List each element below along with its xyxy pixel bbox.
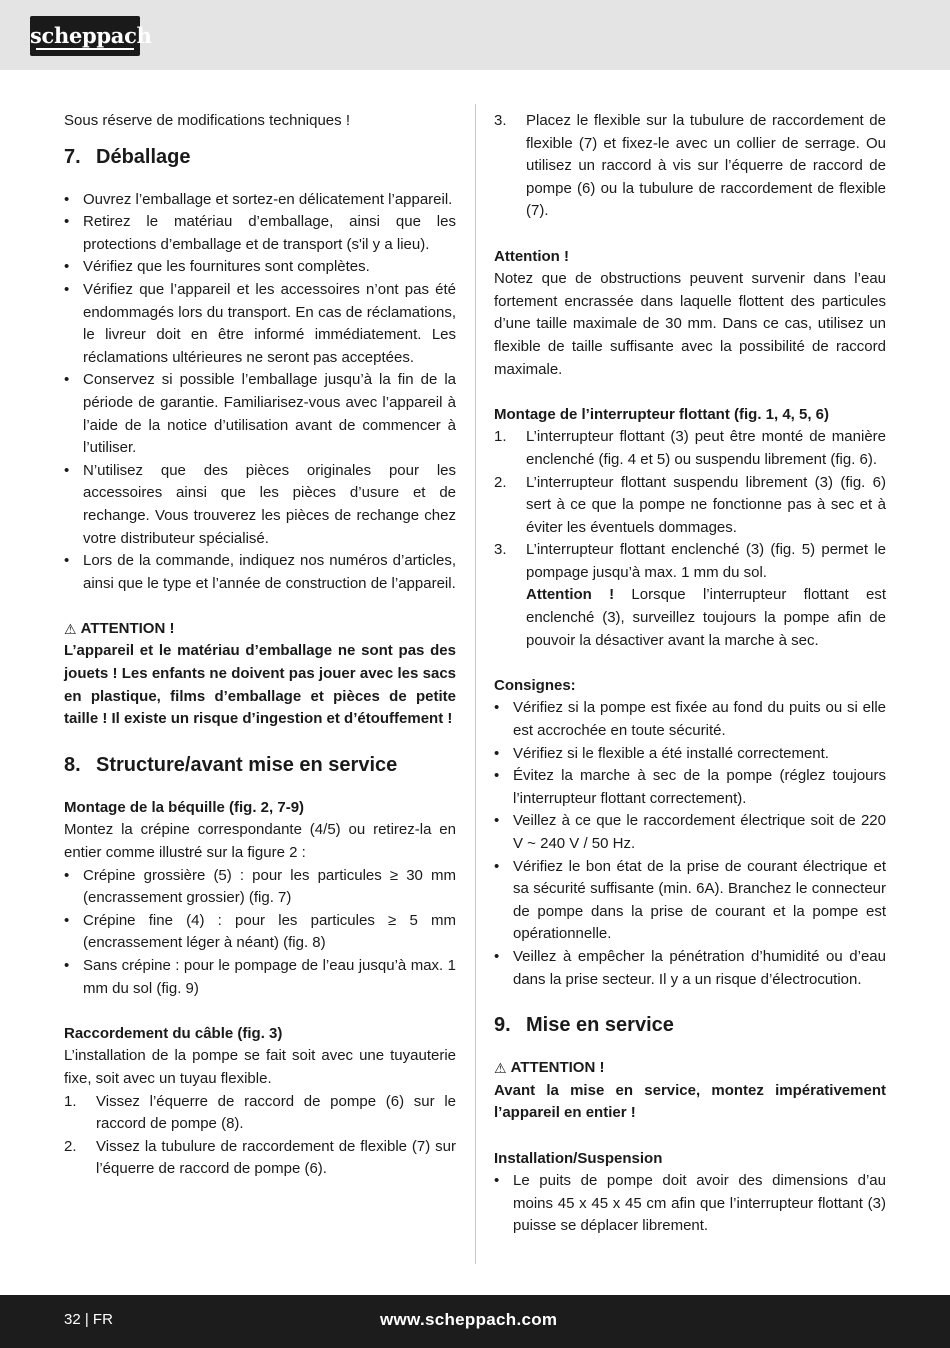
- header-bar: [0, 0, 950, 70]
- section-9-number: 9.: [494, 1014, 511, 1037]
- step-text: Vissez l’équerre de raccord de pompe (6) sur le raccord de pompe (8).: [96, 1092, 456, 1133]
- flottant-title: Montage de l’interrupteur flottant (fig. 1, 4, 5, 6): [494, 405, 830, 423]
- list-item: • Vérifiez que les fournitures sont complètes.: [64, 256, 456, 279]
- list-item: • Le puits de pompe doit avoir des dimensions d’au moins 45 x 45 x 45 cm afin que l’interrupteur flottant (3) puisse se déplacer librement.: [494, 1170, 886, 1238]
- section-7-number: 7.: [64, 145, 81, 168]
- left-column: [64, 110, 456, 1181]
- right-column: [494, 110, 886, 1238]
- install-title: Installation/Suspension: [494, 1149, 663, 1167]
- step-item: [494, 110, 886, 223]
- step-note: [494, 584, 886, 652]
- step-text: Vissez la tubulure de raccordement de flexible (7) sur l’équerre de raccord de pompe (6).: [96, 1137, 456, 1178]
- consignes-list: [494, 697, 886, 991]
- attention-label: Attention !: [494, 247, 569, 265]
- unpacking-list: [64, 189, 456, 596]
- page-number: 32 | FR: [64, 1311, 113, 1328]
- step-item: [494, 426, 886, 471]
- note-label: Attention !: [526, 586, 615, 604]
- bequille-text: Montez la crépine correspondante (4/5) ou retirez-la en entier comme illustré sur la figure 2 :: [64, 821, 456, 862]
- list-item: • Vérifiez si le flexible a été installé correctement.: [494, 743, 886, 766]
- flottant-steps: [494, 426, 886, 652]
- website-link[interactable]: www.scheppach.com: [380, 1310, 558, 1329]
- warning-triangle-icon: ⚠: [64, 620, 77, 637]
- section-9-heading: [494, 1011, 886, 1039]
- list-item: • Crépine grossière (5) : pour les particules ≥ 30 mm (encrassement grossier) (fig. 7): [64, 865, 456, 910]
- list-item: • Lors de la commande, indiquez nos numéros d’articles, ainsi que le type et l’année de construction de l’appareil.: [64, 550, 456, 595]
- cable-steps: [64, 1091, 456, 1181]
- section-8-number: 8.: [64, 753, 81, 776]
- step-text: L’interrupteur flottant (3) peut être monté de manière enclenché (fig. 4 et 5) ou suspendu librement (fig. 6).: [526, 428, 886, 468]
- section-7-title: Déballage: [96, 145, 191, 168]
- step-number: 1.: [64, 1092, 77, 1110]
- list-item: • Ouvrez l’emballage et sortez-en délicatement l’appareil.: [64, 189, 456, 212]
- section-8-title: Structure/avant mise en service: [96, 753, 398, 776]
- step-number: 2.: [64, 1137, 77, 1155]
- step-item: [494, 539, 886, 584]
- warning-label: ATTENTION !: [510, 1059, 605, 1077]
- step-item: [64, 1136, 456, 1181]
- attention-text: Notez que de obstructions peuvent survenir dans l’eau fortement encrassée dans laquelle flottent des particules d’une taille maximale de 30 mm. Dans ce cas, utilisez un flexible de taille suffisante avec la possibilité de raccord maximale.: [494, 270, 886, 378]
- warning-label: ATTENTION !: [80, 619, 175, 637]
- step-number: 3.: [494, 112, 507, 129]
- list-item: • Conservez si possible l’emballage jusqu’à la fin de la période de garantie. Familiarisez-vous avec l’appareil à l’aide de la notice d’utilisation avant de commencer à l’utiliser.: [64, 369, 456, 459]
- warning-text: Avant la mise en service, montez impérativement l’appareil en entier !: [494, 1081, 886, 1122]
- list-item: • N’utilisez que des pièces originales pour les accessoires ainsi que les pièces d’usure et de rechange. Vous trouverez les pièces de rechange chez votre distributeur spécialisé.: [64, 460, 456, 550]
- scheppach-logo: [30, 16, 152, 56]
- list-item: • Crépine fine (4) : pour les particules ≥ 5 mm (encrassement léger à néant) (fig. 8): [64, 910, 456, 955]
- list-item: • Évitez la marche à sec de la pompe (réglez toujours l’interrupteur flottant correctement).: [494, 765, 886, 810]
- cable-text: L’installation de la pompe se fait soit avec une tuyauterie fixe, soit avec un tuyau flexible.: [64, 1047, 456, 1087]
- list-item: • Veillez à ce que le raccordement électrique soit de 220 V ~ 240 V / 50 Hz.: [494, 810, 886, 855]
- list-item: • Sans crépine : pour le pompage de l’eau jusqu’à max. 1 mm du sol (fig. 9): [64, 955, 456, 1000]
- step-number: 2.: [494, 473, 507, 491]
- bequille-title: Montage de la béquille (fig. 2, 7-9): [64, 798, 305, 816]
- section-9-title: Mise en service: [526, 1014, 674, 1037]
- warning-text: L’appareil et le matériau d’emballage ne sont pas des jouets ! Les enfants ne doivent pas jouer avec les sacs en plastique, films d’emballage et pièces de petite taille ! Il existe un risque d’ingestion et d’étouffement !: [64, 642, 456, 728]
- cable-title: Raccordement du câble (fig. 3): [64, 1024, 283, 1042]
- bequille-list: [64, 865, 456, 1001]
- footer-bar: [0, 1295, 950, 1348]
- step-number: 1.: [494, 428, 507, 446]
- list-item: • Veillez à empêcher la pénétration d’humidité ou d’eau dans la prise secteur. Il y a un risque d’électrocution.: [494, 946, 886, 991]
- cable-steps-continued: [494, 110, 886, 223]
- step-text: Placez le flexible sur la tubulure de raccordement de flexible (7) et fixez-le avec un collier de serrage. Ou utilisez un raccord à vis sur l’équerre de raccord de pompe (6) ou la tubulure de raccordement de flexible (7).: [526, 112, 886, 220]
- warning-heading: [64, 618, 456, 641]
- list-item: • Vérifiez si la pompe est fixée au fond du puits ou si elle est accrochée en toute sécurité.: [494, 697, 886, 742]
- list-item: • Vérifiez que l’appareil et les accessoires n’ont pas été endommagés lors du transport. En cas de réclamations, le livreur doit en être informé immédiatement. Les réclamations ultérieures ne seront pas acceptées.: [64, 279, 456, 369]
- logo-underline: [36, 48, 134, 50]
- column-divider: [475, 104, 476, 1264]
- step-number: 3.: [494, 541, 507, 559]
- warning-heading: [494, 1057, 886, 1080]
- warning-triangle-icon: ⚠: [494, 1060, 507, 1077]
- step-text: L’interrupteur flottant suspendu librement (3) (fig. 6) sert à ce que la pompe ne fonctionne pas à sec et à éviter les éventuels dommages.: [526, 473, 886, 536]
- reserve-note: Sous réserve de modifications techniques !: [64, 112, 350, 129]
- install-list: [494, 1170, 886, 1238]
- section-7-heading: [64, 143, 456, 171]
- logo-text: scheppach: [30, 23, 152, 48]
- note-text: Lorsque l’interrupteur flottant est enclenché (3), surveillez toujours la pompe afin de pouvoir la désactiver avant la marche à sec.: [526, 586, 886, 649]
- list-item: • Vérifiez le bon état de la prise de courant électrique et sa sécurité suffisante (min. 6A). Branchez le connecteur de pompe dans la prise de courant et la pompe est opérationnelle.: [494, 856, 886, 946]
- section-8-heading: [64, 751, 456, 779]
- step-item: [64, 1091, 456, 1136]
- consignes-title: Consignes:: [494, 676, 576, 694]
- step-item: [494, 472, 886, 540]
- step-text: L’interrupteur flottant enclenché (3) (fig. 5) permet le pompage jusqu’à max. 1 mm du sol.: [526, 541, 886, 581]
- list-item: • Retirez le matériau d’emballage, ainsi que les protections d’emballage et de transport (s'il y a lieu).: [64, 211, 456, 256]
